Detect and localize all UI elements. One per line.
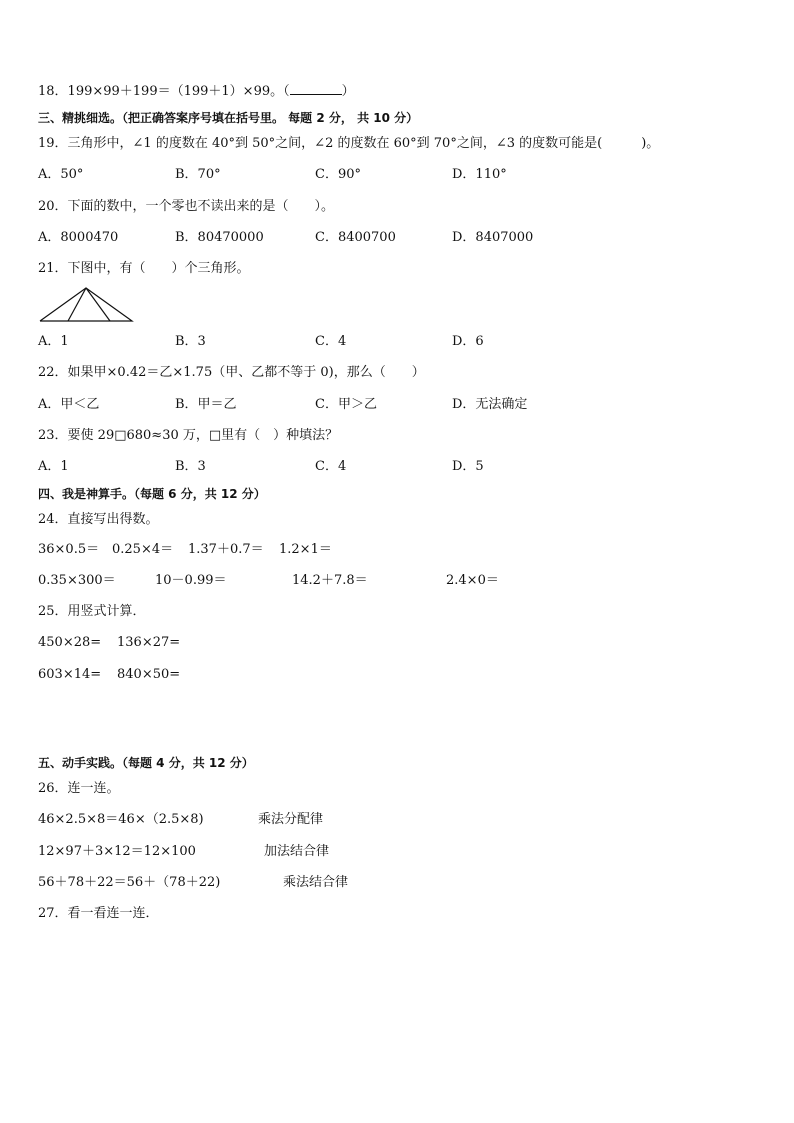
section-5-title: 五、动手实践。（每题 4 分，共 12 分）: [38, 756, 254, 770]
q21-option-d[interactable]: D．6: [452, 334, 484, 349]
q26-left-item[interactable]: 56＋78＋22＝56＋（78＋22): [38, 875, 221, 890]
q21-option-a[interactable]: A．1: [38, 334, 69, 349]
q19-option-c[interactable]: C．90°: [315, 167, 361, 182]
q18-answer-blank[interactable]: [290, 82, 342, 95]
q23-option-b[interactable]: B．3: [175, 459, 206, 474]
q21-triangle-figure: [38, 285, 134, 325]
q19-option-b[interactable]: B．70°: [175, 167, 221, 182]
q25-item: 603×14=: [38, 667, 102, 682]
question-21-text: 21．下图中，有（ ）个三角形。: [38, 261, 250, 276]
q22-option-a[interactable]: A．甲＜乙: [38, 397, 100, 412]
q26-right-item[interactable]: 加法结合律: [264, 844, 330, 859]
section-4-title: 四、我是神算手。（每题 6 分，共 12 分）: [38, 487, 266, 501]
q26-left-item[interactable]: 12×97＋3×12＝12×100: [38, 844, 196, 859]
q19-option-a[interactable]: A．50°: [38, 167, 84, 182]
question-19-text: 19．三角形中，∠1 的度数在 40°到 50°之间，∠2 的度数在 60°到 70°之间，∠3 的度数可能是( )。: [38, 136, 660, 151]
q24-item: 1.2×1＝: [279, 542, 332, 557]
q24-item: 1.37＋0.7＝: [188, 542, 264, 557]
q23-option-c[interactable]: C．4: [315, 459, 347, 474]
q21-option-c[interactable]: C．4: [315, 334, 347, 349]
q18-text: 18．199×99＋199＝（199＋1）×99。（: [38, 84, 290, 99]
q19-option-d[interactable]: D．110°: [452, 167, 507, 182]
q24-item: 10－0.99＝: [155, 573, 227, 588]
q24-item: 0.35×300＝: [38, 573, 116, 588]
q20-option-a[interactable]: A．8000470: [38, 230, 119, 245]
question-25-text: 25．用竖式计算．: [38, 604, 146, 619]
q22-option-c[interactable]: C．甲＞乙: [315, 397, 377, 412]
section-3-title: 三、精挑细选。（把正确答案序号填在括号里。 每题 2 分， 共 10 分）: [38, 111, 419, 125]
q22-option-b[interactable]: B．甲＝乙: [175, 397, 237, 412]
q25-item: 840×50=: [117, 667, 181, 682]
q18-close: ）: [341, 84, 355, 99]
question-27-text: 27．看一看连一连．: [38, 906, 159, 921]
q21-option-b[interactable]: B．3: [175, 334, 206, 349]
q20-option-b[interactable]: B．80470000: [175, 230, 264, 245]
q25-item: 450×28=: [38, 635, 102, 650]
question-18: [38, 82, 355, 100]
q26-right-item[interactable]: 乘法分配律: [258, 812, 324, 827]
question-20-text: 20．下面的数中，一个零也不读出来的是（ ）。: [38, 199, 335, 214]
question-22-text: 22．如果甲×0.42＝乙×1.75（甲、乙都不等于 0)，那么（ ）: [38, 365, 425, 380]
question-23-text: 23．要使 29□680≈30 万，□里有（ ）种填法？: [38, 428, 339, 443]
question-26-text: 26．连一连。: [38, 781, 120, 796]
q25-item: 136×27=: [117, 635, 181, 650]
q24-item: 14.2＋7.8＝: [292, 573, 368, 588]
q23-option-a[interactable]: A．1: [38, 459, 69, 474]
q24-item: 36×0.5＝: [38, 542, 100, 557]
q26-left-item[interactable]: 46×2.5×8＝46×（2.5×8): [38, 812, 204, 827]
q22-option-d[interactable]: D．无法确定: [452, 397, 528, 412]
q23-option-d[interactable]: D．5: [452, 459, 484, 474]
q26-right-item[interactable]: 乘法结合律: [283, 875, 349, 890]
q24-item: 2.4×0＝: [446, 573, 499, 588]
question-24-text: 24．直接写出得数。: [38, 512, 159, 527]
q20-option-d[interactable]: D．8407000: [452, 230, 534, 245]
q24-item: 0.25×4＝: [112, 542, 174, 557]
q20-option-c[interactable]: C．8400700: [315, 230, 396, 245]
